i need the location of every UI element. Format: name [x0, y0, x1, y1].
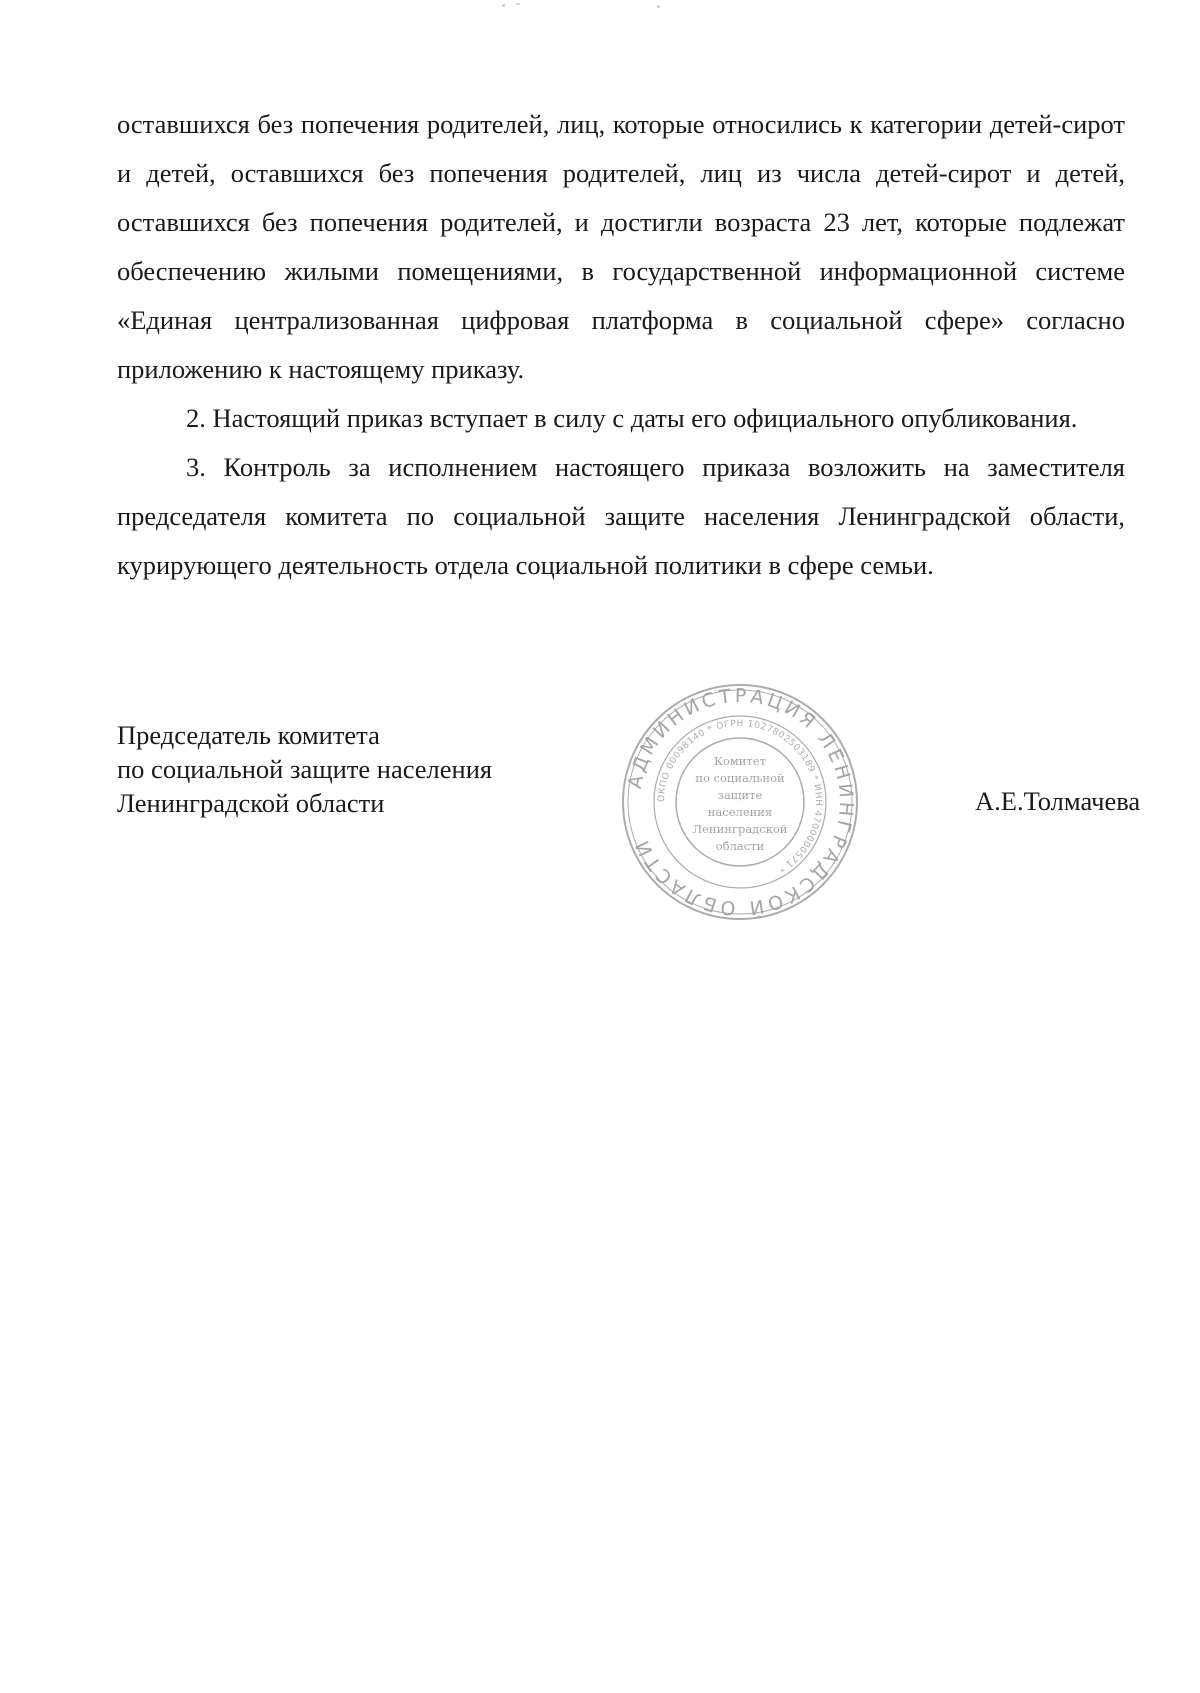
document-body — [117, 100, 1125, 590]
svg-text:Ленинградской: Ленинградской — [692, 822, 788, 836]
svg-text:Комитет: Комитет — [714, 754, 766, 768]
paragraph-2: 2. Настоящий приказ вступает в силу с даты его официального опубликования. — [186, 403, 1078, 433]
signatory-title — [117, 718, 492, 820]
signatory-title-line-3: Ленинградской области — [117, 788, 385, 818]
svg-text:населения: населения — [707, 805, 773, 819]
signatory-name: А.Е.Толмачева — [975, 786, 1141, 816]
paragraph-1: оставшихся без попечения родителей, лиц, которые относились к категории детей-сирот и детей, оставшихся без попечения родителей, лиц из числа детей-сирот и детей, оставшихся без попечения родителей, и достигли возраста 23 лет, которые подлежат обеспечению жилыми помещениями, в государственной информационной системе «Единая централизованная цифровая платформа в социальной сфере» согласно приложению к настоящему приказу. — [117, 109, 1125, 384]
svg-text:по социальной: по социальной — [695, 771, 785, 785]
seal-outer-text: АДМИНИСТРАЦИЯ ЛЕНИНГРАДСКОЙ ОБЛАСТИ — [623, 684, 858, 920]
seal-inner-text: ОКПО 00098140 * ОГРН 1027802503189 * ИНН 4700000571 * — [656, 718, 824, 875]
svg-text:защите: защите — [717, 788, 763, 802]
signatory-title-line-2: по социальной защите населения — [117, 754, 493, 784]
scan-speck — [516, 3, 520, 5]
scan-speck — [657, 5, 660, 8]
signatory-title-line-1: Председатель комитета — [117, 720, 380, 750]
seal-center-text — [693, 754, 788, 853]
scan-speck — [502, 4, 505, 7]
official-seal — [620, 682, 860, 922]
svg-text:области: области — [715, 839, 765, 853]
paragraph-3: 3. Контроль за исполнением настоящего приказа возложить на заместителя председателя комитета по социальной защите населения Ленинградской области, курирующего деятельность отдела социальной политики в сфере семьи. — [117, 452, 1125, 580]
